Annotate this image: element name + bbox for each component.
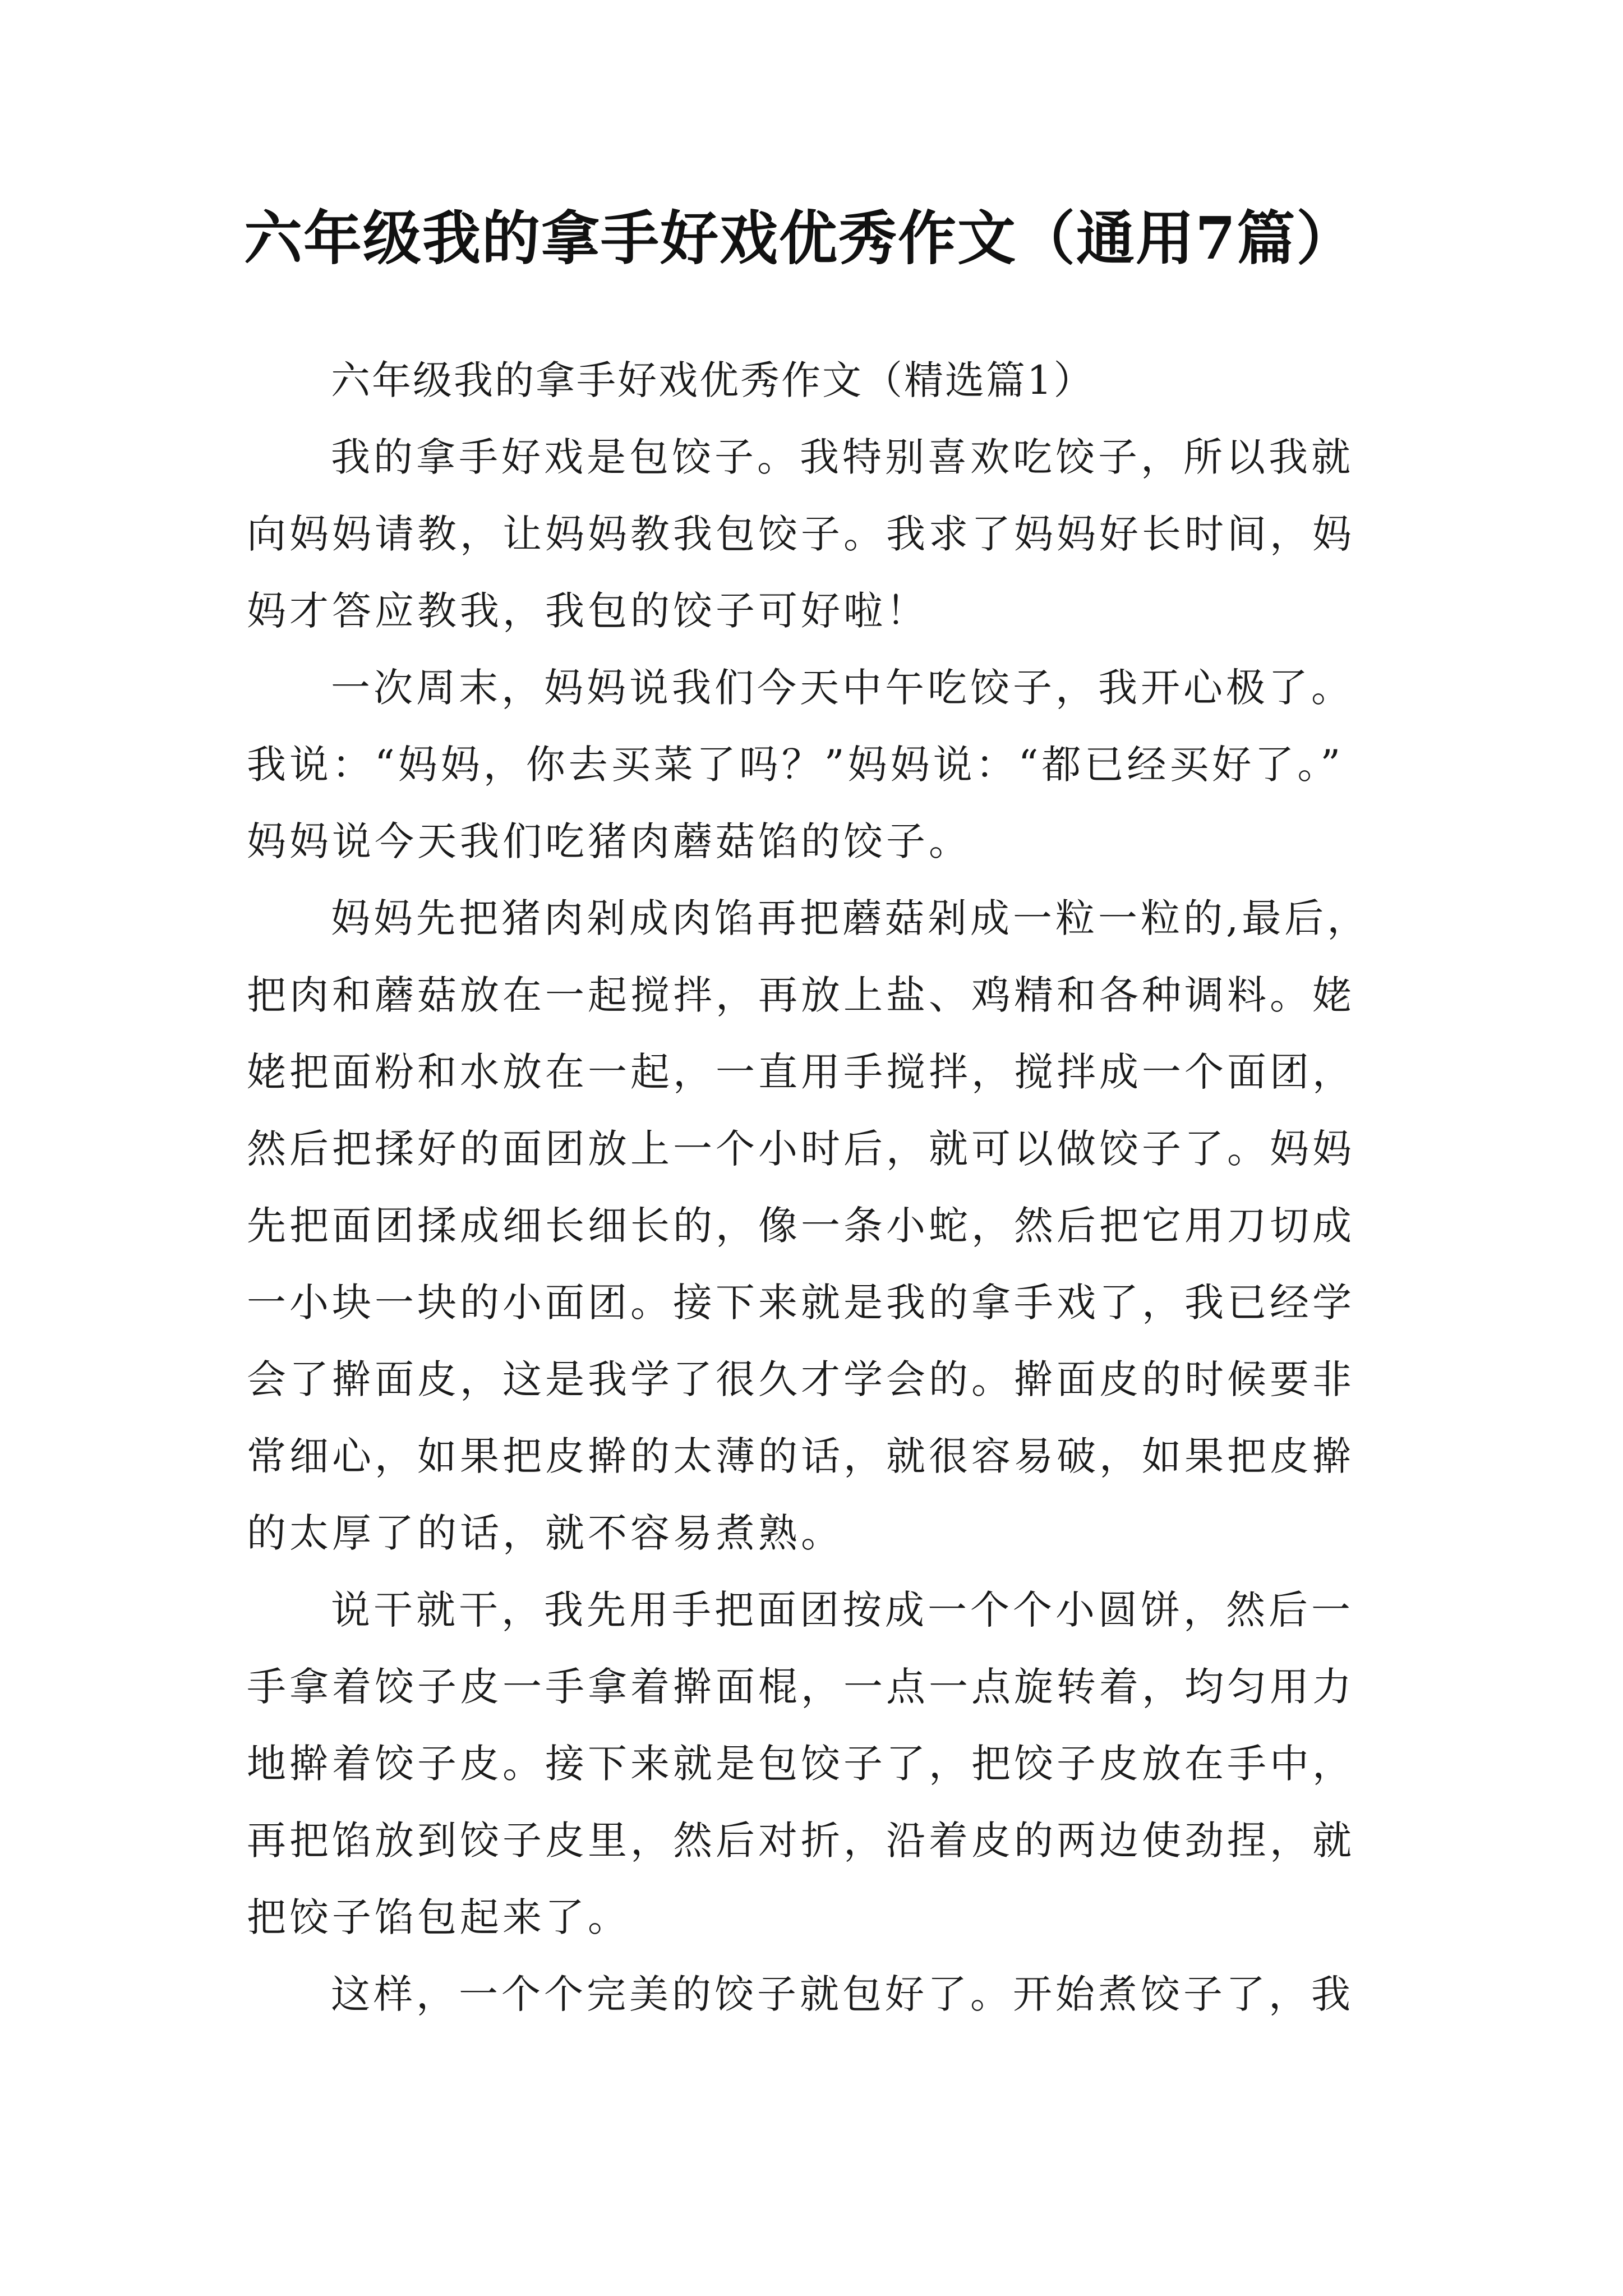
text-line: 会了擀面皮，这是我学了很久才学会的。擀面皮的时候要非 [247,1356,1355,1402]
text-line: 把饺子馅包起来了。 [247,1894,630,1940]
text-line: 妈妈先把猪肉剁成肉馅再把蘑菇剁成一粒一粒的,最后， [331,895,1370,941]
text-line: 再把馅放到饺子皮里，然后对折，沿着皮的两边使劲捏，就 [247,1818,1355,1864]
document-title: 六年级我的拿手好戏优秀作文（通用7篇） [244,204,1356,273]
text-line: 这样，一个个完美的饺子就包好了。开始煮饺子了，我 [331,1971,1354,2017]
text-line: 地擀着饺子皮。接下来就是包饺子了，把饺子皮放在手中， [247,1741,1355,1787]
text-line: 向妈妈请教，让妈妈教我包饺子。我求了妈妈好长时间，妈 [247,511,1355,557]
text-line: 妈妈说今天我们吃猪肉蘑菇馅的饺子。 [247,818,971,864]
text-line: 一次周末，妈妈说我们今天中午吃饺子，我开心极了。 [331,665,1354,711]
paragraph [247,1956,1385,2033]
text-line: 一小块一块的小面团。接下来就是我的拿手戏了，我已经学 [247,1280,1355,1326]
paragraph [247,650,1385,880]
document-body [247,342,1385,2033]
text-line: 妈才答应教我，我包的饺子可好啦！ [247,588,929,634]
text-line: 我说：“妈妈，你去买菜了吗？”妈妈说：“都已经买好了。” [247,742,1344,788]
text-line: 手拿着饺子皮一手拿着擀面棍，一点一点旋转着，均匀用力 [247,1664,1355,1710]
text-line: 姥把面粉和水放在一起，一直用手搅拌，搅拌成一个面团， [247,1049,1355,1095]
section-heading: 六年级我的拿手好戏优秀作文（精选篇1） [331,357,1095,403]
text-line: 把肉和蘑菇放在一起搅拌，再放上盐、鸡精和各种调料。姥 [247,972,1355,1018]
text-line: 说干就干，我先用手把面团按成一个个小圆饼，然后一 [331,1587,1354,1633]
text-line: 然后把揉好的面团放上一个小时后，就可以做饺子了。妈妈 [247,1126,1355,1172]
text-line: 先把面团揉成细长细长的，像一条小蛇，然后把它用刀切成 [247,1203,1355,1249]
paragraph [247,419,1385,650]
text-line: 常细心，如果把皮擀的太薄的话，就很容易破，如果把皮擀 [247,1433,1355,1479]
paragraph [247,880,1385,1572]
paragraph [247,1572,1385,1956]
text-line: 的太厚了的话，就不容易煮熟。 [247,1510,843,1556]
text-line: 我的拿手好戏是包饺子。我特别喜欢吃饺子，所以我就 [331,434,1354,480]
